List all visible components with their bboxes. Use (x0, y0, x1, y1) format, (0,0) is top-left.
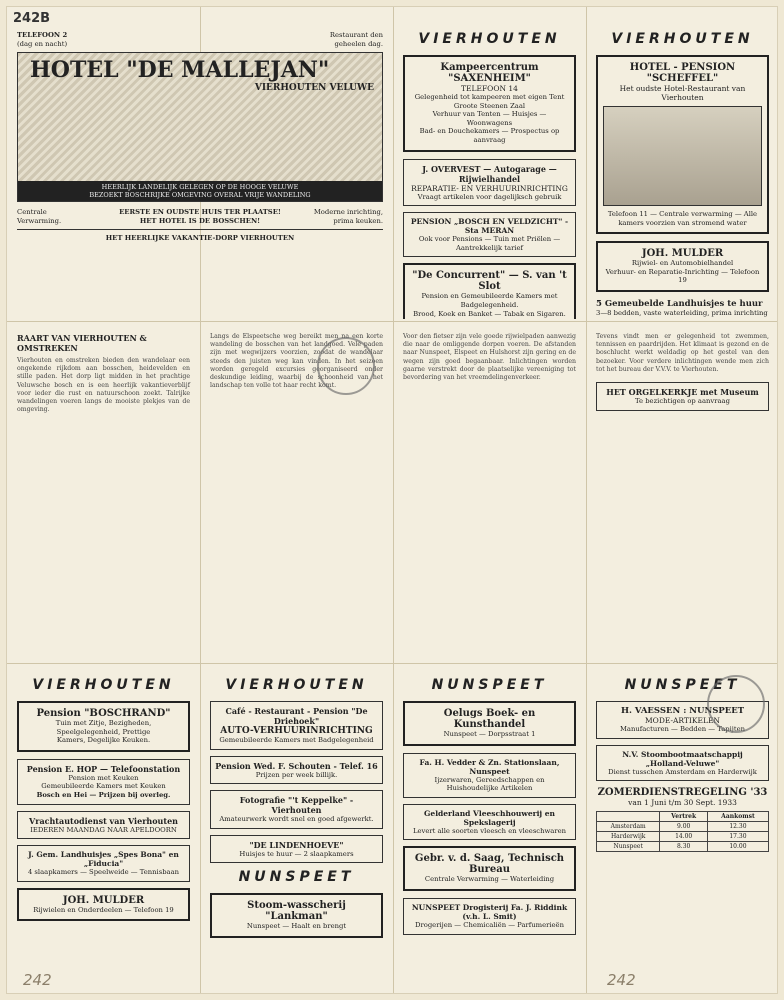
oelugs-line: Nunspeet — Dorpsstraat 1 (443, 730, 536, 738)
table-row (597, 822, 769, 832)
drogisterij-ad (403, 898, 576, 935)
reference-number: 242B (13, 11, 51, 26)
drogisterij-line: Drogerijen — Chemicaliën — Parfumerieën (415, 920, 564, 929)
text-column-3 (393, 325, 586, 661)
orgelkerkje-title: HET ORGELKERKJE met Museum (606, 387, 759, 398)
orgelkerkje-ad (596, 382, 769, 411)
boschrand-line: Kamers, Degelijke Keuken. (56, 736, 151, 745)
mulder-ad (596, 241, 769, 292)
overvest-line: Vraagt artikelen voor dagelijksch gebruik (417, 192, 562, 201)
hotel-illustration (17, 52, 383, 202)
mulder-line: Rijwielen en Onderdeelen — Telefoon 19 (33, 905, 174, 914)
heating-note: Centrale Verwarming. (17, 208, 62, 225)
fotografie-line: Amateurwerk wordt snel en goed afgewerkt. (219, 815, 374, 824)
table-header: Aankomst (707, 812, 768, 822)
vleeschhouwerij-title: Gelderland Vleeschhouwerij en Spekslagerij (424, 808, 555, 827)
vrachtauto-line: IEDEREN MAANDAG NAAR APELDOORN (30, 825, 177, 834)
nunspeet-ads-1 (393, 669, 586, 989)
boschrand-title: Pension "BOSCHRAND" (36, 708, 171, 719)
table-header-row (597, 812, 769, 822)
spes-bona-title: J. Gem. Landhuisjes „Spes Bona" en „Fiducia" (28, 850, 179, 869)
saxenheim-ad (403, 55, 576, 152)
lankman-title: Stoom-wasscherij "Lankman" (247, 900, 346, 923)
table-cell: 12.30 (707, 822, 768, 832)
article-title: RAART VAN VIERHOUTEN & OMSTREKEN (17, 333, 147, 353)
restaurant-label: Restaurant den (329, 31, 383, 39)
hop-foot: Bosch en Hei — Prijzen bij overleg. (36, 790, 171, 799)
saxenheim-line: Gelegenheid tot kampeeren met eigen Tent (414, 93, 565, 101)
hop-line: Gemeubileerde Kamers met Keuken (41, 782, 166, 791)
lindenhoeve-line: Huisjes te huur — 2 slaapkamers (239, 849, 354, 858)
scheffel-note: Telefoon 11 — Centrale verwarming — Alle kamers voorzien van stromend water (607, 210, 758, 227)
hotel-location: VIERHOUTEN VELUWE (254, 83, 374, 94)
stoomboot-ad (596, 745, 769, 782)
text-column-1 (7, 325, 200, 661)
scheffel-title: HOTEL - PENSION "SCHEFFEL" (629, 62, 736, 84)
hop-line: Pension met Keuken (68, 773, 139, 782)
driehoek-ad (210, 701, 383, 750)
driehoek-title: Café - Restaurant - Pension "De Driehoek" (225, 706, 368, 726)
table-header (597, 812, 660, 822)
boschrand-line: Tuin met Zitje, Bezigheden, (55, 719, 152, 727)
divider (17, 229, 383, 230)
table-cell: Nunspeet (597, 842, 660, 852)
table-cell: 9.00 (660, 822, 708, 832)
place-heading: NUNSPEET (238, 869, 355, 886)
oelugs-ad (403, 701, 576, 746)
table-cell: 8.30 (660, 842, 708, 852)
vierhouten-ads-2 (586, 23, 779, 319)
orgelkerkje-line: Te bezichtigen op aanvraag (635, 397, 730, 406)
scheffel-ad (596, 55, 769, 234)
boschrand-ad (17, 701, 190, 752)
lankman-line: Nunspeet — Haalt en brengt (246, 922, 347, 931)
hotel-name: HOTEL "DE MALLEJAN" (30, 57, 330, 84)
place-heading: VIERHOUTEN (418, 31, 561, 47)
kitchen-note: Moderne inrichting, prima keuken. (313, 208, 383, 225)
lankman-ad (210, 893, 383, 938)
spes-bona-ad (17, 845, 190, 882)
hop-ad (17, 759, 190, 805)
vedder-line: Ijzerwaren, Gereedschappen en Huishoudelijke Artikelen (434, 775, 545, 793)
fotografie-ad (210, 790, 383, 829)
dienstregeling-title: ZOMERDIENSTREGELING '33 (597, 787, 768, 799)
overvest-title: J. OVERVEST — Autogarage — Rijwielhandel (422, 163, 557, 184)
spes-bona-line: 4 slaapkamers — Speelweide — Tennisbaan (27, 868, 180, 877)
caption-line-1: HEERLIJK LANDELIJK GELEGEN OP DE HOOGE VELUWE (101, 183, 299, 192)
vaessen-sub: MODE-ARTIKELEN (645, 716, 720, 725)
table-cell: Amsterdam (597, 822, 660, 832)
hotel-caption (18, 181, 382, 201)
vrachtauto-ad (17, 811, 190, 840)
saxenheim-tel: TELEFOON 14 (461, 84, 518, 93)
stoomboot-line: Dienst tusschen Amsterdam en Harderwijk (608, 767, 757, 776)
place-heading: VIERHOUTEN (225, 677, 368, 693)
vleeschhouwerij-ad (403, 804, 576, 841)
library-stamp (707, 675, 765, 733)
newspaper-sheet (6, 6, 778, 994)
article-text: Tevens vindt men er gelegenheid tot zwemmen, tennissen en paardrijden. Het klimaat is gezond en de boschlucht werkt weldadig op het gestel van den bezoeker. Voor verdere inlichtingen wende men zich tot het bureau der V.V.V. te Vierhouten. (596, 333, 769, 373)
scheffel-sub: Het oudste Hotel-Restaurant van Vierhouten (619, 84, 746, 102)
vrachtauto-title: Vrachtautodienst van Vierhouten (29, 815, 178, 826)
telephone-note: (dag en nacht) (17, 39, 68, 48)
hotel-mallejan-ad (7, 23, 393, 319)
vedder-ad (403, 753, 576, 798)
restaurant-hours: geheelen dag. (334, 39, 383, 48)
mulder-title: JOH. MULDER (641, 248, 724, 260)
landhuisjes-line: 3—8 bedden, vaste waterleiding, prima inrichting (596, 308, 768, 317)
hotel-slogan-2: HET HOTEL IS DE BOSSCHEN! (139, 216, 261, 225)
table-header: Vertrek (660, 812, 708, 822)
driehoek-sub: AUTO-VERHUURINRICHTING (220, 726, 373, 736)
dienstregeling-sub: van 1 Juni t/m 30 Sept. 1933 (628, 798, 737, 808)
schouten-title: Pension Wed. F. Schouten - Telef. 16 (215, 760, 378, 771)
bosch-veldzicht-ad (403, 212, 576, 257)
caption-line-2: BEZOEKT BOSCHRIJKE OMGEVING OVERAL VRIJE WANDELING (89, 191, 311, 200)
mulder-line: Rijwiel- en Automobielhandel (631, 259, 734, 268)
table-cell: 14.00 (660, 832, 708, 842)
concurrent-line: Pension en Gemeubileerde Kamers met Badgelegenheid. (421, 292, 558, 309)
place-heading: VIERHOUTEN (611, 31, 754, 47)
mulder-title: JOH. MULDER (62, 894, 145, 906)
saag-ad (403, 846, 576, 891)
saxenheim-title: Kampeercentrum "SAXENHEIM" (440, 62, 539, 84)
concurrent-title: "De Concurrent" — S. van 't Slot (412, 270, 567, 293)
saxenheim-line: Verhuur van Tenten — Huisjes — Woonwagens (432, 110, 547, 127)
concurrent-ad (403, 263, 576, 319)
article-text: Voor den fietser zijn vele goede rijwielpaden aanwezig die naar de omliggende dorpen voeren. De afstanden naar Nunspeet, Elspeet en Hulshorst zijn gering en de wegen zijn goed begaanbaar. Inlichtingen worden gaarne verstrekt door de plaatselijke vereeniging tot bevordering van het vreemdelingenverkeer. (403, 333, 576, 382)
place-heading: NUNSPEET (431, 677, 548, 693)
concurrent-line: Brood, Koek en Banket — Tabak en Sigaren. (413, 309, 566, 318)
bosch-veldzicht-line: Ook voor Pensions — Tuin met Priëlen — Aantrekkelijk tarief (418, 235, 561, 252)
drogisterij-title: NUNSPEET Drogisterij Fa. J. Riddink (v.h. L. Smit) (411, 902, 568, 921)
reference-number: 242 (23, 971, 52, 989)
overvest-sub: REPARATIE- EN VERHUURINRICHTING (411, 183, 568, 193)
vierhouten-ads-3 (7, 669, 200, 989)
table-row (597, 832, 769, 842)
saxenheim-line: Bad- en Douchekamers — Prospectus op aanvraag (419, 127, 560, 144)
table-row (597, 842, 769, 852)
vierhouten-ads-4 (200, 669, 393, 989)
vierhouten-ads-1 (393, 23, 586, 319)
article-text: Vierhouten en omstreken bieden den wandelaar een ongekende rijkdom aan bosschen, heidevelden en stille paden. Het dorp ligt midden in het prachtige Veluwsche bosch en is een heerlijk vakantieverblijf voor ieder die rust en natuurschoon zoekt. Talrijke wandelingen voeren langs de mooiste plekjes van de omgeving. (17, 357, 190, 414)
fotografie-title: Fotografie "'t Keppelke" - Vierhouten (239, 795, 354, 816)
vaessen-line: Manufacturen — Bedden — Tapijten (619, 725, 746, 733)
overvest-ad (403, 159, 576, 207)
saag-title: Gebr. v. d. Saag, Technisch Bureau (414, 853, 565, 876)
fold-line (7, 663, 777, 664)
bosch-veldzicht-title: PENSION „BOSCH EN VELDZICHT" - Sta MERAN (410, 217, 569, 236)
text-column-4 (586, 325, 779, 661)
table-cell: 10.00 (707, 842, 768, 852)
village-banner: HET HEERLIJKE VAKANTIE-DORP VIERHOUTEN (105, 234, 295, 243)
table-cell: Harderwijk (597, 832, 660, 842)
oelugs-title: Oelugs Boek- en Kunsthandel (443, 708, 536, 730)
driehoek-line: Gemeubileerde Kamers met Badgelegenheid (219, 736, 374, 744)
boschrand-line: Speelgelegenheid, Prettige (56, 727, 151, 736)
schouten-ad (210, 756, 383, 785)
fold-line (7, 321, 777, 322)
vleeschhouwerij-line: Levert alle soorten vleesch en vleeschwaren (412, 826, 567, 835)
hop-title: Pension E. HOP — Telefoonstation (26, 763, 181, 774)
library-stamp (317, 337, 375, 395)
telephone-label: TELEFOON 2 (17, 31, 68, 39)
scheffel-photo (603, 106, 762, 206)
mulder-line: Verhuur- en Reparatie-Inrichting — Telefoon 19 (605, 267, 760, 285)
place-heading: VIERHOUTEN (32, 677, 175, 693)
vaessen-title: H. VAESSEN : NUNSPEET (620, 706, 745, 716)
saxenheim-line: Groote Steenen Zaal (453, 101, 526, 110)
saag-line: Centrale Verwarming — Waterleiding (424, 875, 555, 884)
lindenhoeve-ad (210, 835, 383, 864)
reference-number: 242 (607, 971, 636, 989)
timetable (596, 811, 769, 852)
vedder-title: Fa. H. Vedder & Zn. Stationslaan, Nunspeet (419, 757, 560, 776)
hotel-slogan: EERSTE EN OUDSTE HUIS TER PLAATSE! (119, 208, 281, 217)
place-heading: NUNSPEET (624, 677, 741, 693)
mulder-ad-2 (17, 888, 190, 922)
lindenhoeve-title: "DE LINDENHOEVE" (249, 839, 344, 850)
landhuisjes-title: 5 Gemeubelde Landhuisjes te huur (596, 298, 763, 309)
schouten-line: Prijzen per week billijk. (255, 770, 338, 779)
article-text: Langs de Elspeetsche weg bereikt men na een korte wandeling de bosschen van het landgoed. Vele paden zijn met wegwijzers voorzien, zoodat de wandelaar steeds den juisten weg kan vinden. In het seizoen worden geregeld excursies georganiseerd onder deskundige leiding, waarbij de schoonheid van het landschap ten volle tot haar recht komt. (210, 333, 383, 390)
table-cell: 17.30 (707, 832, 768, 842)
stoomboot-title: N.V. Stoombootmaatschappij „Holland-Veluwe" (622, 749, 743, 768)
